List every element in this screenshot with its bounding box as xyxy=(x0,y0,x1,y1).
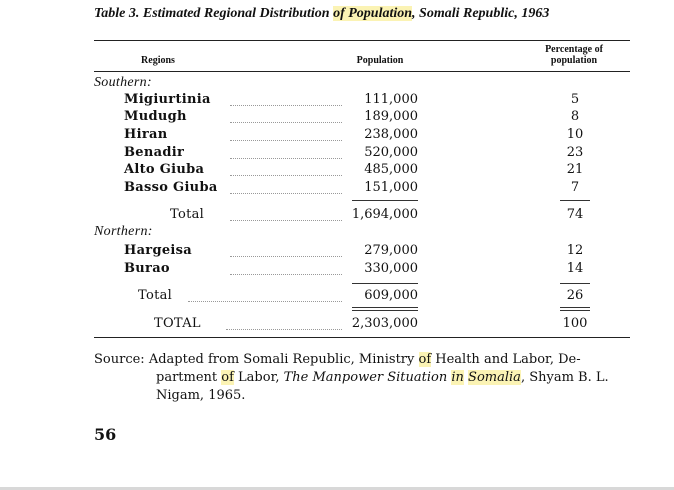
table-title xyxy=(94,6,654,22)
southern-total-percent: 74 xyxy=(566,207,584,222)
northern-total-label: Total xyxy=(138,288,173,303)
source-line-3: Nigam, 1965. xyxy=(156,388,246,403)
percentage-value: 23 xyxy=(566,145,584,160)
population-value: 520,000 xyxy=(364,145,418,160)
population-value: 151,000 xyxy=(364,180,418,195)
region-name: Mudugh xyxy=(124,109,187,124)
percentage-value: 8 xyxy=(570,109,580,124)
percentage-value: 5 xyxy=(570,92,580,107)
source-text-part: Somalia xyxy=(468,370,521,385)
percentage-value: 7 xyxy=(570,180,580,195)
subtotal-rule xyxy=(560,200,590,201)
dot-leader xyxy=(230,256,342,257)
region-name: Hiran xyxy=(124,127,168,142)
population-value: 330,000 xyxy=(364,261,418,276)
source-text-part: Health and Labor, De- xyxy=(431,352,581,367)
source-lead: Source: xyxy=(94,352,145,367)
page-number: 56 xyxy=(94,425,117,444)
source-line-2 xyxy=(94,369,642,387)
dot-leader xyxy=(230,274,342,275)
source-text-part: of xyxy=(221,370,234,385)
grand-total-label: TOTAL xyxy=(154,316,201,331)
dot-leader xyxy=(230,158,342,159)
southern-total-population: 1,694,000 xyxy=(351,207,418,222)
header-percentage-line2: population xyxy=(550,55,598,66)
header-percentage-line1: Percentage of xyxy=(545,44,603,55)
southern-group-label: Southern: xyxy=(94,75,152,90)
population-value: 189,000 xyxy=(364,109,418,124)
source-text-part: in xyxy=(451,370,464,385)
source-text-part: , Shyam B. L. xyxy=(520,370,609,385)
percentage-value: 12 xyxy=(566,243,584,258)
population-value: 238,000 xyxy=(364,127,418,142)
header-population: Population xyxy=(356,55,404,66)
source-text-part: of xyxy=(418,352,432,367)
population-value: 111,000 xyxy=(364,92,418,107)
dot-leader xyxy=(226,329,342,330)
source-note xyxy=(94,351,642,405)
dot-leader xyxy=(230,220,342,221)
dot-leader xyxy=(230,122,342,123)
source-text-part: Labor, xyxy=(233,370,284,385)
total-rule xyxy=(352,310,418,311)
region-name: Basso Giuba xyxy=(124,180,218,195)
dot-leader xyxy=(230,105,342,106)
region-name: Burao xyxy=(124,261,170,276)
total-rule xyxy=(560,310,590,311)
percentage-value: 14 xyxy=(566,261,584,276)
grand-total-population: 2,303,000 xyxy=(351,316,418,331)
source-text-part: The Manpower Situation xyxy=(283,370,452,385)
table-bottom-rule xyxy=(94,337,630,338)
table-top-rule xyxy=(94,40,630,41)
header-bottom-rule xyxy=(94,71,630,72)
subtotal-rule xyxy=(560,283,590,284)
northern-total-percent: 26 xyxy=(566,288,584,303)
dot-leader xyxy=(230,193,342,194)
region-name: Migiurtinia xyxy=(124,92,211,107)
region-name: Benadir xyxy=(124,145,185,160)
population-value: 279,000 xyxy=(364,243,418,258)
grand-total-percent: 100 xyxy=(562,316,588,331)
source-text-part: partment xyxy=(156,370,222,385)
subtotal-rule xyxy=(352,200,418,201)
southern-total-label: Total xyxy=(170,207,205,222)
table-title-part: , Somali Republic, 1963 xyxy=(412,6,550,21)
region-name: Alto Giuba xyxy=(124,162,205,177)
dot-leader xyxy=(230,140,342,141)
source-line-1 xyxy=(94,351,642,369)
percentage-value: 21 xyxy=(566,162,584,177)
population-value: 485,000 xyxy=(364,162,418,177)
percentage-value: 10 xyxy=(566,127,584,142)
dot-leader xyxy=(188,301,342,302)
dot-leader xyxy=(230,175,342,176)
header-regions: Regions xyxy=(141,55,175,66)
total-rule xyxy=(352,307,418,308)
northern-total-population: 609,000 xyxy=(364,288,418,303)
northern-group-label: Northern: xyxy=(94,224,153,239)
table-title-part: Table 3. Estimated Regional Distribution xyxy=(94,6,334,21)
source-text-part: Adapted from Somali Republic, Ministry xyxy=(144,352,419,367)
table-title-part: of Population xyxy=(333,6,413,21)
subtotal-rule xyxy=(352,283,418,284)
total-rule xyxy=(560,307,590,308)
region-name: Hargeisa xyxy=(124,243,192,258)
